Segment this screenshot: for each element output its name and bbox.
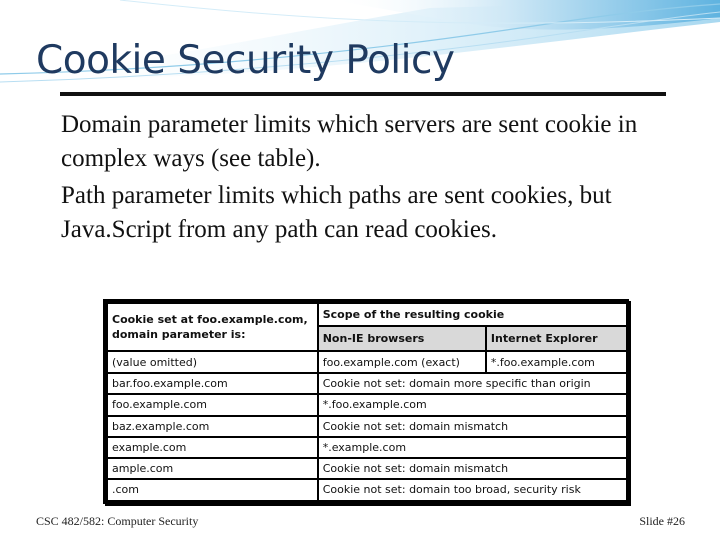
header-cookie-set-at [107, 303, 318, 351]
subheader-non-ie: Non-IE browsers [318, 326, 486, 351]
table-row [107, 394, 627, 415]
result-cell: *.example.com [318, 437, 627, 458]
domain-cell: baz.example.com [107, 416, 318, 437]
table-row [107, 458, 627, 479]
domain-cell: bar.foo.example.com [107, 373, 318, 394]
result-cell: Cookie not set: domain more specific than origin [318, 373, 627, 394]
result-cell: Cookie not set: domain mismatch [318, 458, 627, 479]
domain-cell: (value omitted) [107, 351, 318, 373]
header-scope: Scope of the resulting cookie [318, 303, 627, 326]
cookie-scope-table-frame [103, 299, 629, 504]
domain-cell: foo.example.com [107, 394, 318, 415]
table-row [107, 373, 627, 394]
table-row [107, 351, 627, 373]
header-cookie-set-line2: domain parameter is: [112, 328, 246, 342]
subheader-ie: Internet Explorer [486, 326, 627, 351]
result-cell: Cookie not set: domain too broad, security risk [318, 479, 627, 501]
domain-cell: ample.com [107, 458, 318, 479]
header-cookie-set-line1: Cookie set at foo.example.com, [112, 313, 308, 327]
ie-cell: *.foo.example.com [486, 351, 627, 373]
non-ie-cell: foo.example.com (exact) [318, 351, 486, 373]
bullet-list [61, 108, 671, 250]
domain-cell: example.com [107, 437, 318, 458]
slide-title: Cookie Security Policy [36, 38, 455, 83]
footer-course: CSC 482/582: Computer Security [36, 514, 199, 528]
table-row [107, 479, 627, 501]
cookie-scope-table [106, 302, 628, 502]
domain-cell: .com [107, 479, 318, 501]
result-cell: Cookie not set: domain mismatch [318, 416, 627, 437]
title-underline [60, 92, 666, 96]
table-row [107, 437, 627, 458]
footer-slide-number: Slide #26 [639, 514, 685, 528]
bullet-domain-parameter: Domain parameter limits which servers are sent cookie in complex ways (see table). [61, 111, 638, 172]
result-cell: *.foo.example.com [318, 394, 627, 415]
table-row [107, 416, 627, 437]
bullet-path-parameter: Path parameter limits which paths are sent cookies, but Java.Script from any path can read cookies. [61, 182, 612, 243]
